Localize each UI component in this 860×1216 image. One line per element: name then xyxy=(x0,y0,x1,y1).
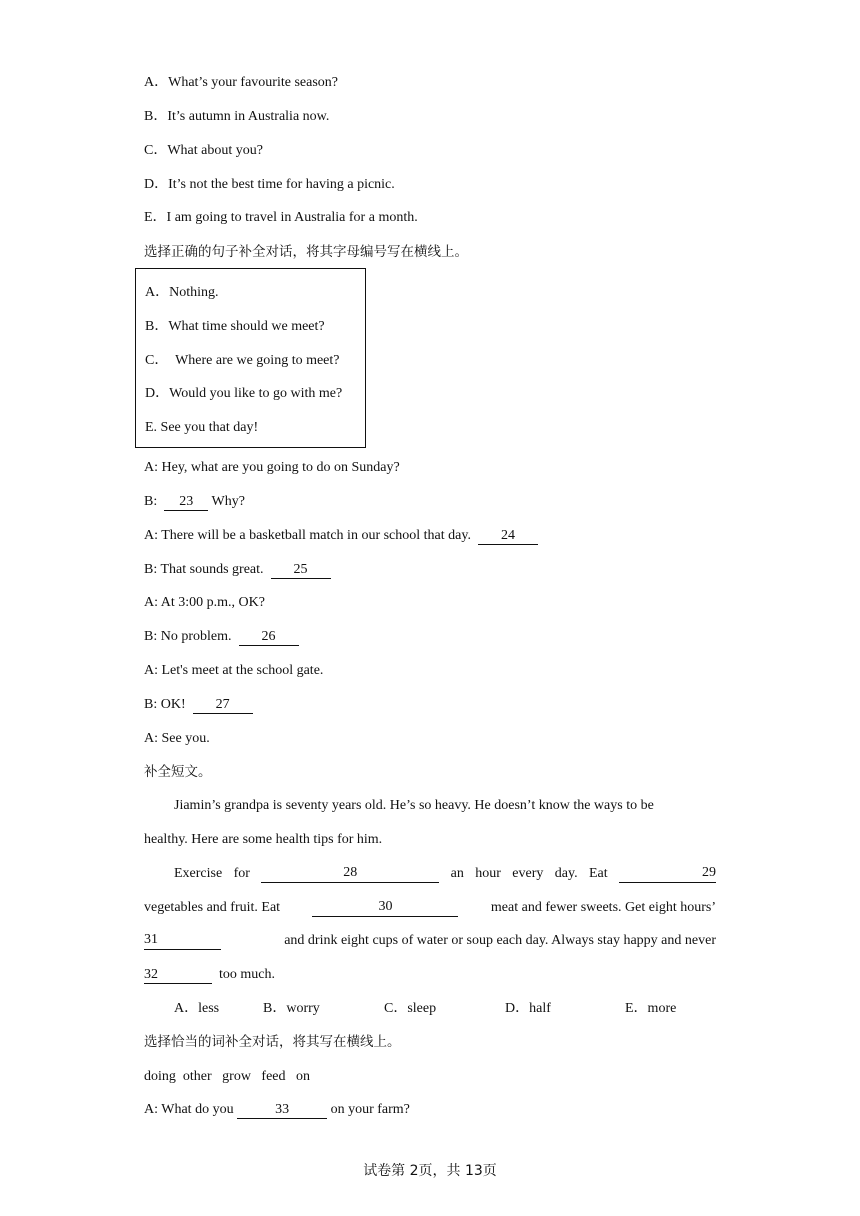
word-option: B．worry xyxy=(263,1001,320,1016)
word-option: A．less xyxy=(174,1001,220,1016)
section2-instruction: 选择正确的句子补全对话，将其字母编号写在横线上。 xyxy=(144,244,468,260)
word-bank: doing other grow feed on xyxy=(144,1069,311,1084)
dialogue-line: A: Let's meet at the school gate. xyxy=(144,663,324,678)
answer-blank-26[interactable]: 26 xyxy=(239,629,299,646)
answer-blank-30[interactable]: 30 xyxy=(312,899,458,917)
option-e: E．I am going to travel in Australia for a month. xyxy=(144,210,418,225)
answer-blank-24[interactable]: 24 xyxy=(478,528,538,545)
dialogue-line: A: Hey, what are you going to do on Sunday? xyxy=(144,460,400,475)
answer-blank-29[interactable]: 29 xyxy=(619,865,716,883)
dialogue-line: B: OK! 27 xyxy=(144,696,253,714)
box-option-c: C． Where are we going to meet? xyxy=(145,353,340,368)
word-option: C．sleep xyxy=(384,1001,437,1016)
dialogue-line: B: 23 Why? xyxy=(144,494,245,509)
dialogue-line: A: At 3:00 p.m., OK? xyxy=(144,595,265,610)
passage-line: Exercise for 28 an hour every day. Eat 29 xyxy=(174,865,716,881)
passage-line: vegetables and fruit. Eat 30 meat and fewer sweets. Get eight hours’ xyxy=(144,899,716,915)
answer-blank-27[interactable]: 27 xyxy=(193,697,253,714)
option-b: B．It’s autumn in Australia now. xyxy=(144,109,330,124)
option-a: A．What’s your favourite season? xyxy=(144,75,338,90)
passage-line: 31 and drink eight cups of water or soup each day. Always stay happy and never xyxy=(144,932,716,948)
dialogue-line: B: No problem. 26 xyxy=(144,628,299,646)
option-c: C．What about you? xyxy=(144,143,263,158)
box-option-b: B．What time should we meet? xyxy=(145,319,325,334)
dialogue-line: A: There will be a basketball match in our school that day. 24 xyxy=(144,527,538,545)
box-option-d: D．Would you like to go with me? xyxy=(145,386,343,401)
page-footer: 试卷第 2页，共 13页 xyxy=(363,1163,497,1179)
passage-line: Jiamin’s grandpa is seventy years old. He’s so heavy. He doesn’t know the ways to be xyxy=(174,798,654,813)
passage-line: healthy. Here are some health tips for him. xyxy=(144,832,383,847)
section4-instruction: 选择恰当的词补全对话，将其写在横线上。 xyxy=(144,1034,401,1050)
answer-blank-31[interactable]: 31 xyxy=(144,932,221,950)
options-box xyxy=(135,268,366,448)
dialogue-line: B: That sounds great. 25 xyxy=(144,561,331,579)
box-option-a: A．Nothing. xyxy=(145,285,219,300)
word-option: E．more xyxy=(625,1001,677,1016)
word-option: D．half xyxy=(505,1001,551,1016)
option-d: D．It’s not the best time for having a picnic. xyxy=(144,177,395,192)
dialogue-line: A: See you. xyxy=(144,731,210,746)
passage-line: 32 too much. xyxy=(144,967,275,982)
answer-blank-23[interactable]: 23 xyxy=(164,494,208,511)
answer-blank-32[interactable]: 32 xyxy=(144,967,212,984)
section3-instruction: 补全短文。 xyxy=(144,764,212,780)
dialogue-line: A: What do you 33 on your farm? xyxy=(144,1102,410,1117)
box-option-e: E. See you that day! xyxy=(145,420,259,435)
answer-blank-33[interactable]: 33 xyxy=(237,1102,327,1119)
answer-blank-28[interactable]: 28 xyxy=(261,865,439,883)
word-options xyxy=(174,1000,676,1018)
answer-blank-25[interactable]: 25 xyxy=(271,562,331,579)
